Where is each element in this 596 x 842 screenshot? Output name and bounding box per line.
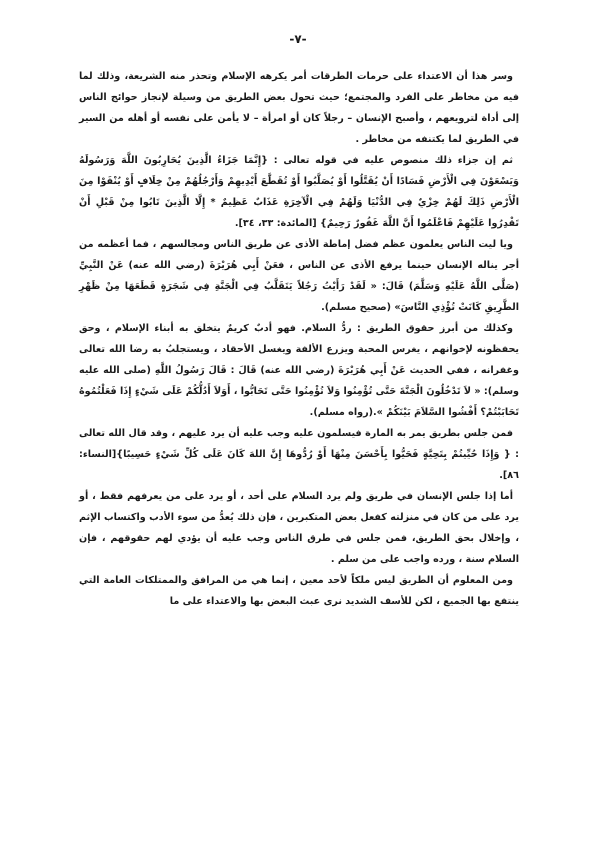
page-number: -٧- — [289, 32, 307, 46]
paragraph: ثم إن جزاء ذلك منصوص عليه في قوله تعالى : {إِنَّمَا جَزَاءُ الَّذِينَ يُحَارِبُونَ اللَّهَ وَرَسُولَهُ وَيَسْعَوْنَ فِي الْأَرْضِ فَسَادًا أَنْ يُقَتَّلُوا أَوْ يُصَلَّبُوا أَوْ تُقَطَّعَ أَيْدِيهِمْ وَأَرْجُلُهُمْ مِنْ خِلَافٍ أَوْ يُنْفَوْا مِنَ الْأَرْضِ ذَلِكَ لَهُمْ خِزْيٌ فِي الدُّنْيَا وَلَهُمْ فِي الْآخِرَةِ عَذَابٌ عَظِيمٌ * إِلَّا الَّذِينَ تَابُوا مِنْ قَبْلِ أَنْ تَقْدِرُوا عَلَيْهِمْ فَاعْلَمُوا أَنَّ اللَّهَ غَفُورٌ رَحِيمٌ} [المائدة: ٣٣، ٣٤]. — [79, 155, 519, 229]
paragraph: أما إذا جلس الإنسان في طريق ولم يرد السلام على أحد ، أو يرد على من يعرفهم فقط ، أو يرد على من كان في منزلته كفعل بعض المتكبرين ، فإن ذلك يُعدُّ من سوء الأدب واكتساب الإثم ، وإخلال بحق الطريق، فمن جلس في طرق الناس وجب عليه أن يؤدي لهم حقوقهم ، فإن السلام سنة ، ورده واجب على من سلم . — [79, 491, 519, 565]
paragraph: فمن جلس بطريق يمر به المارة فيسلمون عليه وجب عليه أن يرد عليهم ، وقد قال الله تعالى : { وَإِذَا حُيِّيتُمْ بِتَحِيَّةٍ فَحَيُّوا بِأَحْسَنَ مِنْهَا أَوْ رُدُّوهَا إِنَّ اللهَ كَانَ عَلَى كُلِّ شَيْءٍ حَسِيبًا}[النساء: ٨٦]. — [79, 428, 519, 481]
paragraph: ويا ليت الناس يعلمون عظم فضل إماطة الأذى عن طريق الناس ومجالسهم ، فما أعظمه من أجر يناله الإنسان حينما يرفع الأذى عن الناس ، فعَنْ أَبِي هُرَيْرَةَ (رضي الله عنه) عَنْ النَّبِيِّ (صَلَّى اللَّهُ عَلَيْهِ وَسَلَّمَ) قَالَ: « لَقَدْ رَأَيْتُ رَجُلاً يَتَقَلَّبُ فِي الْجَنَّةِ فِي شَجَرَةٍ قَطَعَهَا مِنْ ظَهْرِ الطَّرِيقِ كَانَتْ تُؤْذِي النَّاسَ» (صحيح مسلم). — [79, 239, 519, 313]
paragraph: وكذلك من أبرز حقوق الطريق : ردُّ السلام. فهو أدبٌ كريمٌ يتخلق به أبناء الإسلام ، وحق يحفظونه لإخوانهم ، يغرس المحبة ويزرع الألفة ويغسل الأحقاد ، ويستجلبُ به رضا الله تعالى وغفرانه ، ففي الحديث عَنْ أَبِي هُرَيْرَةَ (رضي الله عنه) قَالَ : قَالَ رَسُولُ اللَّهِ (صلى الله عليه وسلم): « لاَ تَدْخُلُونَ الْجَنَّةَ حَتَّى تُؤْمِنُوا وَلاَ تُؤْمِنُوا حَتَّى تَحَابُّوا ، أَوَلاَ أَدُلُّكُمْ عَلَى شَيْءٍ إِذَا فَعَلْتُمُوهُ تَحَابَبْتُمْ؟ أَفْشُوا السَّلاَمَ بَيْنَكُمْ ».(رواه مسلم). — [79, 323, 519, 418]
paragraph: وسر هذا أن الاعتداء على حرمات الطرقات أمر يكرهه الإسلام وتحذر منه الشريعة، وذلك لما فيه من مخاطر على الفرد والمجتمع؛ حيث تحول بعض الطريق من وسيلة لإنجاز حوائج الناس إلى أداة لترويعهم ، وأصبح الإنسان – رجلاً كان أو امرأة – لا يأمن على نفسه أو أهله من السير في الطريق لما يكتنفه من مخاطر . — [79, 71, 519, 145]
paragraph: ومن المعلوم أن الطريق ليس ملكاً لأحد معين ، إنما هي من المرافق والممتلكات العامة التي ينتفع بها الجميع ، لكن للأسف الشديد نرى عبث البعض بها والاعتداء على ما — [79, 575, 519, 607]
document-body — [79, 66, 519, 612]
